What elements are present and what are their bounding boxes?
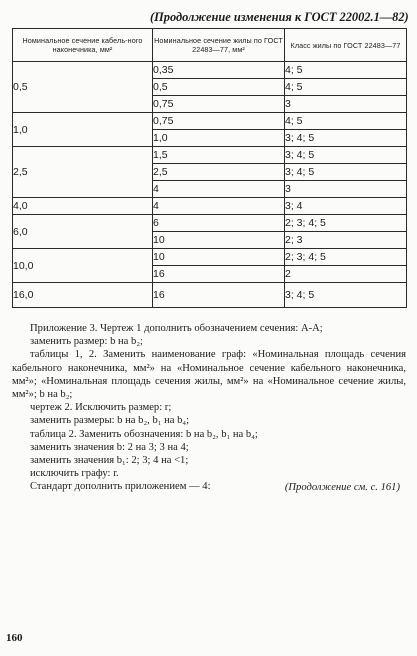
core-section-cell: 1,0 [153, 130, 285, 147]
core-class-cell: 3 [285, 96, 407, 113]
core-section-cell: 0,5 [153, 79, 285, 96]
table-row [13, 62, 407, 79]
core-class-cell: 2; 3; 4; 5 [285, 249, 407, 266]
core-section-cell: 0,75 [153, 96, 285, 113]
core-class-cell: 3; 4; 5 [285, 130, 407, 147]
lug-section-cell: 4,0 [13, 198, 153, 215]
core-section-cell: 16 [153, 266, 285, 283]
core-section-cell: 1,5 [153, 147, 285, 164]
core-class-cell: 4; 5 [285, 62, 407, 79]
lug-section-cell: 2,5 [13, 147, 153, 198]
core-class-cell: 4; 5 [285, 113, 407, 130]
cable-section-table [12, 28, 407, 308]
table-header-row [13, 29, 407, 62]
core-class-cell: 2; 3 [285, 232, 407, 249]
core-section-cell: 2,5 [153, 164, 285, 181]
core-section-cell: 16 [153, 283, 285, 308]
table-row [13, 198, 407, 215]
table-row [13, 215, 407, 232]
paragraph: заменить значения b: 2 на 3; 3 на 4; [30, 441, 189, 453]
page-number: 160 [6, 632, 23, 644]
core-section-cell: 0,35 [153, 62, 285, 79]
lug-section-cell: 0,5 [13, 62, 153, 113]
core-section-cell: 10 [153, 249, 285, 266]
table-row [13, 113, 407, 130]
lug-section-cell: 1,0 [13, 113, 153, 147]
lug-section-cell: 10,0 [13, 249, 153, 283]
paragraph: таблицы 1, 2. Заменить наименование граф: «Номинальная площадь сечения кабельного наконечника, мм²» на «Номинальное сечение кабельного наконечника, мм²»; «Номинальная площадь сечения жилы, мм²» на «Номинальное сечение жилы, мм²»; b на b₂; [12, 349, 406, 401]
core-class-cell: 3; 4; 5 [285, 283, 407, 308]
paragraph: Стандарт дополнить приложением — 4: [30, 481, 211, 493]
table-row [13, 147, 407, 164]
paragraph: чертеж 2. Исключить размер: r; [30, 402, 172, 414]
table-row [13, 283, 407, 308]
header-core-class: Класс жилы по ГОСТ 22483—77 [285, 29, 407, 62]
paragraph: заменить размер: b на b₂; [30, 336, 143, 348]
core-class-cell: 3; 4; 5 [285, 147, 407, 164]
lug-section-cell: 6,0 [13, 215, 153, 249]
core-class-cell: 2 [285, 266, 407, 283]
lug-section-cell: 16,0 [13, 283, 153, 308]
core-class-cell: 3; 4 [285, 198, 407, 215]
core-class-cell: 4; 5 [285, 79, 407, 96]
paragraph: Приложение 3. Чертеж 1 дополнить обозначением сечения: А-А; [30, 323, 323, 334]
paragraph: заменить значения b₁: 2; 3; 4 на <1; [30, 455, 189, 467]
paragraph: таблица 2. Заменить обозначения: b на b₂, b₁ на b₄; [30, 428, 258, 440]
core-section-cell: 10 [153, 232, 285, 249]
core-class-cell: 3 [285, 181, 407, 198]
amendment-text [12, 322, 406, 494]
core-section-cell: 4 [153, 198, 285, 215]
core-section-cell: 4 [153, 181, 285, 198]
paragraph: исключить графу: r. [30, 468, 119, 480]
continuation-note: (Продолжение см. с. 161) [284, 482, 400, 493]
core-section-cell: 6 [153, 215, 285, 232]
page-header: (Продолжение изменения к ГОСТ 22002.1—82) [150, 10, 409, 24]
table-row [13, 249, 407, 266]
core-class-cell: 3; 4; 5 [285, 164, 407, 181]
core-section-cell: 0,75 [153, 113, 285, 130]
core-class-cell: 2; 3; 4; 5 [285, 215, 407, 232]
paragraph: заменить размеры: b на b₂, b₁ на b₄; [30, 415, 190, 427]
header-core-section: Номинальное сечение жилы по ГОСТ 22483—77, мм² [153, 29, 285, 62]
header-lug-section: Номинальное сечение кабель-ного наконечника, мм² [13, 29, 153, 62]
